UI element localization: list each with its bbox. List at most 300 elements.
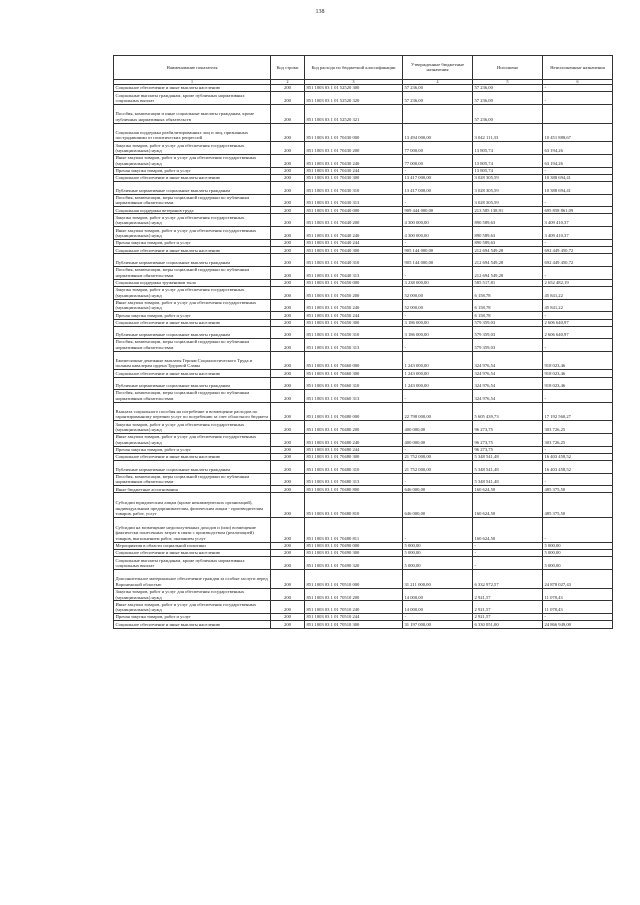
row-kbk: 851 1003 03 1 01 70480 810 xyxy=(305,493,403,518)
table-row xyxy=(114,319,613,326)
row-rest: 485 375,50 xyxy=(543,486,613,493)
table-row xyxy=(114,85,613,92)
row-fact: 3 028 305,59 xyxy=(473,194,543,207)
row-kbk: 851 1003 03 1 01 70430 244 xyxy=(305,167,403,174)
row-fact: 324 976,54 xyxy=(473,377,543,389)
row-name: Публичные нормативные социальные выплаты гражданам xyxy=(114,254,271,266)
table-row xyxy=(114,402,613,421)
row-name: Прочая закупка товаров, работ и услуг xyxy=(114,167,271,174)
row-fact: 96 273,75 xyxy=(473,421,543,434)
col-number: 6 xyxy=(543,79,613,85)
row-rest: 918 023,46 xyxy=(543,370,613,377)
row-code: 200 xyxy=(271,214,305,227)
row-rest: 692 449 450,72 xyxy=(543,247,613,254)
row-fact: 579 359,03 xyxy=(473,339,543,352)
row-plan: - xyxy=(403,446,473,453)
row-name: Пособия, компенсации, меры социальной поддержки по публичным нормативным обязательствам xyxy=(114,339,271,352)
row-kbk: 851 1003 03 1 01 70460 313 xyxy=(305,389,403,402)
row-plan: 400 000,00 xyxy=(403,421,473,434)
table-row xyxy=(114,279,613,286)
row-name: Социальное обеспечение и иные выплаты населению xyxy=(114,370,271,377)
row-plan: - xyxy=(403,240,473,247)
row-rest: - xyxy=(543,167,613,174)
row-name: Иные закупки товаров, работ и услуг для обеспечения государственных (муниципальных) нужд xyxy=(114,434,271,447)
row-plan: 21 752 000,00 xyxy=(403,461,473,473)
row-code: 200 xyxy=(271,279,305,286)
row-fact: 13 805,74 xyxy=(473,142,543,155)
row-plan: - xyxy=(403,266,473,279)
table-row xyxy=(114,570,613,589)
header-kbk: Код расхода по бюджетной классификации xyxy=(305,56,403,80)
row-fact: 579 359,03 xyxy=(473,319,543,326)
row-rest: 918 023,46 xyxy=(543,377,613,389)
row-code: 200 xyxy=(271,155,305,168)
row-fact: 160 624,50 xyxy=(473,486,543,493)
row-plan: 22 798 000,00 xyxy=(403,402,473,421)
table-row xyxy=(114,182,613,194)
row-fact: 6 158,78 xyxy=(473,299,543,312)
row-plan: 905 144 000,00 xyxy=(403,247,473,254)
row-code: 200 xyxy=(271,621,305,628)
row-rest: 11 078,43 xyxy=(543,601,613,614)
table-row xyxy=(114,621,613,628)
row-code: 200 xyxy=(271,326,305,338)
row-fact: 890 589,63 xyxy=(473,240,543,247)
table-row xyxy=(114,446,613,453)
header-fact: Исполнено xyxy=(473,56,543,80)
table-row xyxy=(114,434,613,447)
row-kbk: 851 1003 03 1 01 70450 244 xyxy=(305,312,403,319)
row-name: Социальное обеспечение и иные выплаты населению xyxy=(114,550,271,557)
row-code: 200 xyxy=(271,227,305,240)
row-fact: - xyxy=(473,557,543,570)
row-kbk: 851 1003 03 1 01 70430 000 xyxy=(305,123,403,142)
row-kbk: 851 1003 03 1 01 70480 800 xyxy=(305,486,403,493)
row-plan: 57 236,00 xyxy=(403,85,473,92)
row-plan: - xyxy=(403,167,473,174)
row-fact: 3 028 305,59 xyxy=(473,174,543,181)
row-name: Прочая закупка товаров, работ и услуг xyxy=(114,240,271,247)
row-name: Субсидии юридическим лицам (кроме некоммерческих организаций), индивидуальным предпринимателям, физическим лицам - производителям товаров, работ, услуг xyxy=(114,493,271,518)
row-rest: 485 375,50 xyxy=(543,493,613,518)
budget-execution-table xyxy=(113,55,613,629)
row-fact: 57 236,00 xyxy=(473,105,543,124)
row-kbk: 851 1003 03 1 01 52520 320 xyxy=(305,92,403,105)
row-kbk: 851 1003 03 1 01 70460 310 xyxy=(305,377,403,389)
row-kbk: 851 1003 03 1 01 70510 200 xyxy=(305,588,403,601)
row-name: Мероприятия в области социальной политики xyxy=(114,542,271,549)
row-fact: 585 517,81 xyxy=(473,279,543,286)
row-plan: 4 300 000,00 xyxy=(403,214,473,227)
row-fact: 5 348 541,48 xyxy=(473,461,543,473)
row-code: 200 xyxy=(271,247,305,254)
row-plan: 31 197 000,00 xyxy=(403,621,473,628)
row-code: 200 xyxy=(271,92,305,105)
row-name: Иные закупки товаров, работ и услуг для обеспечения государственных (муниципальных) нужд xyxy=(114,299,271,312)
col-number: 5 xyxy=(473,79,543,85)
row-kbk: 851 1003 03 1 01 70510 244 xyxy=(305,614,403,621)
row-plan: 909 444 000,00 xyxy=(403,207,473,214)
row-code: 200 xyxy=(271,254,305,266)
row-fact: 6 332 972,57 xyxy=(473,570,543,589)
table-row xyxy=(114,214,613,227)
row-code: 200 xyxy=(271,370,305,377)
row-code: 200 xyxy=(271,389,305,402)
row-code: 200 xyxy=(271,240,305,247)
row-fact: 324 976,54 xyxy=(473,389,543,402)
row-fact: 96 273,75 xyxy=(473,434,543,447)
row-code: 200 xyxy=(271,493,305,518)
row-name: Ежемесячные денежные выплаты Героям Социалистического Труда и полным кавалерам ордена Трудовой Славы xyxy=(114,351,271,370)
row-rest: - xyxy=(543,92,613,105)
row-rest: 3 409 410,37 xyxy=(543,227,613,240)
row-rest: 10 451 888,67 xyxy=(543,123,613,142)
row-plan: 5 000,00 xyxy=(403,557,473,570)
row-name: Пособия, компенсации, меры социальной поддержки по публичным нормативным обязательствам xyxy=(114,389,271,402)
row-name: Социальные выплаты гражданам, кроме публичных нормативных социальных выплат xyxy=(114,92,271,105)
row-rest: 17 192 560,27 xyxy=(543,402,613,421)
table-row xyxy=(114,299,613,312)
table-row xyxy=(114,493,613,518)
row-name: Социальное обеспечение и иные выплаты населению xyxy=(114,319,271,326)
row-fact: 212 694 549,28 xyxy=(473,247,543,254)
row-fact: 2 921,57 xyxy=(473,601,543,614)
table-row xyxy=(114,123,613,142)
col-number: 1 xyxy=(114,79,271,85)
row-code: 200 xyxy=(271,402,305,421)
row-plan: - xyxy=(403,389,473,402)
row-code: 200 xyxy=(271,473,305,486)
row-fact: 5 348 541,48 xyxy=(473,453,543,460)
row-plan xyxy=(403,105,473,124)
row-rest: - xyxy=(543,240,613,247)
row-name: Социальная поддержка ветеранов труда xyxy=(114,207,271,214)
row-rest: 2 606 640,97 xyxy=(543,326,613,338)
row-name: Иные бюджетные ассигнования xyxy=(114,486,271,493)
row-fact: 890 589,63 xyxy=(473,227,543,240)
row-name: Закупка товаров, работ и услуг для обеспечения государственных (муниципальных) нужд xyxy=(114,142,271,155)
row-rest: - xyxy=(543,446,613,453)
row-plan: - xyxy=(403,518,473,543)
row-kbk: 851 1003 03 1 01 70480 000 xyxy=(305,402,403,421)
row-plan: 52 000,00 xyxy=(403,299,473,312)
row-code: 200 xyxy=(271,461,305,473)
table-row xyxy=(114,92,613,105)
row-kbk: 851 1003 03 1 01 70440 244 xyxy=(305,240,403,247)
row-rest: 2 606 640,97 xyxy=(543,319,613,326)
table-row xyxy=(114,247,613,254)
table-row xyxy=(114,486,613,493)
row-plan: 5 000,00 xyxy=(403,550,473,557)
row-fact: 160 624,50 xyxy=(473,493,543,518)
row-code: 200 xyxy=(271,299,305,312)
row-code: 200 xyxy=(271,207,305,214)
row-fact: 13 805,74 xyxy=(473,155,543,168)
row-kbk: 851 1003 03 1 01 70480 310 xyxy=(305,461,403,473)
table-header-row xyxy=(114,56,613,80)
row-fact: 2 921,57 xyxy=(473,614,543,621)
row-kbk: 851 1003 03 1 01 70440 310 xyxy=(305,254,403,266)
row-kbk: 851 1003 03 1 01 70490 000 xyxy=(305,542,403,549)
row-kbk: 851 1003 03 1 01 70430 313 xyxy=(305,194,403,207)
row-kbk: 851 1003 03 1 01 70480 300 xyxy=(305,453,403,460)
table-row xyxy=(114,518,613,543)
row-rest: 303 726,25 xyxy=(543,434,613,447)
row-rest: 5 000,00 xyxy=(543,542,613,549)
row-plan: 3 238 000,00 xyxy=(403,279,473,286)
row-name: Социальное обеспечение и иные выплаты населению xyxy=(114,453,271,460)
table-row xyxy=(114,339,613,352)
row-name: Иные закупки товаров, работ и услуг для обеспечения государственных (муниципальных) нужд xyxy=(114,601,271,614)
row-code: 200 xyxy=(271,453,305,460)
row-rest: - xyxy=(543,266,613,279)
row-code: 200 xyxy=(271,601,305,614)
row-code: 200 xyxy=(271,194,305,207)
table-row xyxy=(114,421,613,434)
row-kbk: 851 1003 03 1 01 52520 321 xyxy=(305,105,403,124)
row-kbk: 851 1003 03 1 01 70450 200 xyxy=(305,286,403,299)
row-rest: - xyxy=(543,85,613,92)
row-code: 200 xyxy=(271,174,305,181)
row-fact: 2 921,57 xyxy=(473,588,543,601)
row-rest: 10 388 694,41 xyxy=(543,182,613,194)
row-name: Субсидии на возмещение недополученных доходов и (или) возмещение фактически понесенных затрат в связи с производством (реализацией) товаров, выполнением работ, оказанием услуг xyxy=(114,518,271,543)
row-name: Закупка товаров, работ и услуг для обеспечения государственных (муниципальных) нужд xyxy=(114,214,271,227)
row-code: 200 xyxy=(271,446,305,453)
header-name: Наименование показателя xyxy=(114,56,271,80)
col-number: 2 xyxy=(271,79,305,85)
col-number: 3 xyxy=(305,79,403,85)
row-name: Пособия, компенсации, меры социальной поддержки по публичным нормативным обязательствам xyxy=(114,473,271,486)
row-kbk: 851 1003 03 1 01 70480 313 xyxy=(305,473,403,486)
row-fact: - xyxy=(473,542,543,549)
table-row xyxy=(114,174,613,181)
row-kbk: 851 1003 03 1 01 70480 200 xyxy=(305,421,403,434)
row-name: Социальное обеспечение и иные выплаты населению xyxy=(114,174,271,181)
row-name: Публичные нормативные социальные выплаты гражданам xyxy=(114,182,271,194)
row-fact: 3 028 305,59 xyxy=(473,182,543,194)
header-plan: Утвержденные бюджетные назначения xyxy=(403,56,473,80)
row-rest: - xyxy=(543,614,613,621)
page-number: 138 xyxy=(315,9,325,15)
row-kbk: 851 1003 03 1 01 70450 313 xyxy=(305,339,403,352)
row-rest: 11 078,43 xyxy=(543,588,613,601)
row-rest: 63 194,26 xyxy=(543,155,613,168)
row-plan: 1 243 000,00 xyxy=(403,351,473,370)
row-rest: 63 194,26 xyxy=(543,142,613,155)
row-rest: 5 000,00 xyxy=(543,550,613,557)
row-code: 200 xyxy=(271,286,305,299)
row-fact: 212 694 549,28 xyxy=(473,266,543,279)
row-fact: 3 042 111,33 xyxy=(473,123,543,142)
row-plan: 646 000,00 xyxy=(403,486,473,493)
row-plan: - xyxy=(403,194,473,207)
row-name: Прочая закупка товаров, работ и услуг xyxy=(114,312,271,319)
table-row xyxy=(114,389,613,402)
table-row xyxy=(114,550,613,557)
row-kbk: 851 1003 03 1 01 70510 300 xyxy=(305,621,403,628)
row-plan: 13 417 000,00 xyxy=(403,182,473,194)
row-fact: 13 805,74 xyxy=(473,167,543,174)
table-row xyxy=(114,557,613,570)
table-row xyxy=(114,194,613,207)
row-name: Пособия, компенсации, меры социальной поддержки по публичным нормативным обязательствам xyxy=(114,266,271,279)
row-name: Социальные выплаты гражданам, кроме публичных нормативных социальных выплат xyxy=(114,557,271,570)
table-row xyxy=(114,377,613,389)
row-plan: 1 243 000,00 xyxy=(403,370,473,377)
row-rest: - xyxy=(543,339,613,352)
row-code: 200 xyxy=(271,614,305,621)
row-rest: - xyxy=(543,312,613,319)
table-row xyxy=(114,461,613,473)
row-rest: 45 841,22 xyxy=(543,286,613,299)
header-rest: Неисполненные назначения xyxy=(543,56,613,80)
row-fact: 6 330 051,00 xyxy=(473,621,543,628)
table-row xyxy=(114,542,613,549)
row-kbk: 851 1003 03 1 01 70450 310 xyxy=(305,326,403,338)
row-code: 200 xyxy=(271,434,305,447)
table-row xyxy=(114,207,613,214)
table-row xyxy=(114,254,613,266)
row-code: 200 xyxy=(271,570,305,589)
row-plan: 3 186 000,00 xyxy=(403,326,473,338)
row-plan: 31 211 000,00 xyxy=(403,570,473,589)
row-kbk: 851 1003 03 1 01 70440 200 xyxy=(305,214,403,227)
table-row xyxy=(114,473,613,486)
row-name: Социальное обеспечение и иные выплаты населению xyxy=(114,247,271,254)
row-fact: 57 236,00 xyxy=(473,85,543,92)
row-plan: 1 243 000,00 xyxy=(403,377,473,389)
row-code: 200 xyxy=(271,266,305,279)
row-rest: 45 841,22 xyxy=(543,299,613,312)
row-plan: 13 417 000,00 xyxy=(403,174,473,181)
row-rest xyxy=(543,105,613,124)
row-kbk: 851 1003 03 1 01 70510 000 xyxy=(305,570,403,589)
row-name: Закупка товаров, работ и услуг для обеспечения государственных (муниципальных) нужд xyxy=(114,588,271,601)
row-plan: 4 300 000,00 xyxy=(403,227,473,240)
row-rest: 692 449 450,72 xyxy=(543,254,613,266)
row-fact: 6 158,78 xyxy=(473,286,543,299)
row-plan: 57 236,00 xyxy=(403,92,473,105)
row-plan: - xyxy=(403,614,473,621)
row-rest: 24 878 027,43 xyxy=(543,570,613,589)
row-fact: 890 589,63 xyxy=(473,214,543,227)
table-row xyxy=(114,588,613,601)
row-fact: 5 348 541,48 xyxy=(473,473,543,486)
row-code: 200 xyxy=(271,167,305,174)
row-code: 200 xyxy=(271,182,305,194)
row-kbk: 851 1003 03 1 01 70440 313 xyxy=(305,266,403,279)
row-plan: 77 000,00 xyxy=(403,142,473,155)
row-rest: 24 866 949,00 xyxy=(543,621,613,628)
row-fact: 6 158,78 xyxy=(473,312,543,319)
row-kbk: 851 1003 03 1 01 70460 000 xyxy=(305,351,403,370)
row-name: Дополнительное материальное обеспечение граждан за особые заслуги перед Воронежской областью xyxy=(114,570,271,589)
row-rest: 2 652 482,19 xyxy=(543,279,613,286)
row-plan: 5 000,00 xyxy=(403,542,473,549)
row-kbk: 851 1003 03 1 01 70440 000 xyxy=(305,207,403,214)
row-rest: - xyxy=(543,518,613,543)
table-row xyxy=(114,351,613,370)
row-code: 200 xyxy=(271,486,305,493)
row-rest: 16 403 458,52 xyxy=(543,453,613,460)
row-code: 200 xyxy=(271,550,305,557)
row-code: 200 xyxy=(271,105,305,124)
table-row xyxy=(114,370,613,377)
row-code: 200 xyxy=(271,542,305,549)
table-row xyxy=(114,155,613,168)
row-code: 200 xyxy=(271,518,305,543)
row-kbk: 851 1003 03 1 01 70430 300 xyxy=(305,174,403,181)
row-kbk: 851 1003 03 1 01 70480 244 xyxy=(305,446,403,453)
row-code: 200 xyxy=(271,351,305,370)
table-row xyxy=(114,266,613,279)
row-rest: 918 023,46 xyxy=(543,351,613,370)
row-fact: 324 976,54 xyxy=(473,351,543,370)
row-code: 200 xyxy=(271,377,305,389)
row-code: 200 xyxy=(271,85,305,92)
row-kbk: 851 1003 03 1 01 70450 240 xyxy=(305,299,403,312)
row-rest: 303 726,25 xyxy=(543,421,613,434)
row-kbk: 851 1003 03 1 01 70440 240 xyxy=(305,227,403,240)
row-kbk: 851 1003 03 1 01 70440 300 xyxy=(305,247,403,254)
row-code: 200 xyxy=(271,557,305,570)
row-kbk: 851 1003 03 1 01 70430 200 xyxy=(305,142,403,155)
row-plan: - xyxy=(403,312,473,319)
table-body xyxy=(114,85,613,628)
row-rest: - xyxy=(543,194,613,207)
table-row xyxy=(114,142,613,155)
row-kbk: 851 1003 03 1 01 70430 310 xyxy=(305,182,403,194)
table-row xyxy=(114,312,613,319)
row-plan: 52 000,00 xyxy=(403,286,473,299)
row-code: 200 xyxy=(271,421,305,434)
row-fact: 57 236,00 xyxy=(473,92,543,105)
row-kbk: 851 1003 03 1 01 52520 300 xyxy=(305,85,403,92)
row-plan: 3 186 000,00 xyxy=(403,319,473,326)
row-plan: 13 494 000,00 xyxy=(403,123,473,142)
row-kbk: 851 1003 03 1 01 70450 000 xyxy=(305,279,403,286)
row-rest: 3 409 410,37 xyxy=(543,214,613,227)
row-fact: - xyxy=(473,550,543,557)
row-kbk: 851 1003 03 1 01 70510 240 xyxy=(305,601,403,614)
row-name: Выплата социального пособия на погребение и возмещение расходов по гарантированному перечню услуг по погребению за счет областного бюджета xyxy=(114,402,271,421)
row-rest: 5 000,00 xyxy=(543,557,613,570)
row-kbk: 851 1003 03 1 01 70490 320 xyxy=(305,557,403,570)
row-kbk: 851 1003 03 1 01 70480 240 xyxy=(305,434,403,447)
row-code: 200 xyxy=(271,339,305,352)
row-code: 200 xyxy=(271,319,305,326)
row-rest: 695 858 861,09 xyxy=(543,207,613,214)
row-plan: 646 000,00 xyxy=(403,493,473,518)
row-name: Социальная поддержка тружеников тыла xyxy=(114,279,271,286)
row-fact: 160 624,50 xyxy=(473,518,543,543)
row-kbk: 851 1003 03 1 01 70490 300 xyxy=(305,550,403,557)
row-name: Пособия, компенсации, меры социальной поддержки по публичным нормативным обязательствам xyxy=(114,194,271,207)
row-plan: 905 144 000,00 xyxy=(403,254,473,266)
row-name: Иные закупки товаров, работ и услуг для обеспечения государственных (муниципальных) нужд xyxy=(114,227,271,240)
row-name: Публичные нормативные социальные выплаты гражданам xyxy=(114,377,271,389)
row-plan: 14 000,00 xyxy=(403,601,473,614)
row-plan: 21 752 000,00 xyxy=(403,453,473,460)
row-name: Публичные нормативные социальные выплаты гражданам xyxy=(114,326,271,338)
row-code: 200 xyxy=(271,142,305,155)
table-row xyxy=(114,601,613,614)
row-kbk: 851 1003 03 1 01 70430 240 xyxy=(305,155,403,168)
row-rest: - xyxy=(543,389,613,402)
row-code: 200 xyxy=(271,588,305,601)
row-name: Прочая закупка товаров, работ и услуг xyxy=(114,446,271,453)
